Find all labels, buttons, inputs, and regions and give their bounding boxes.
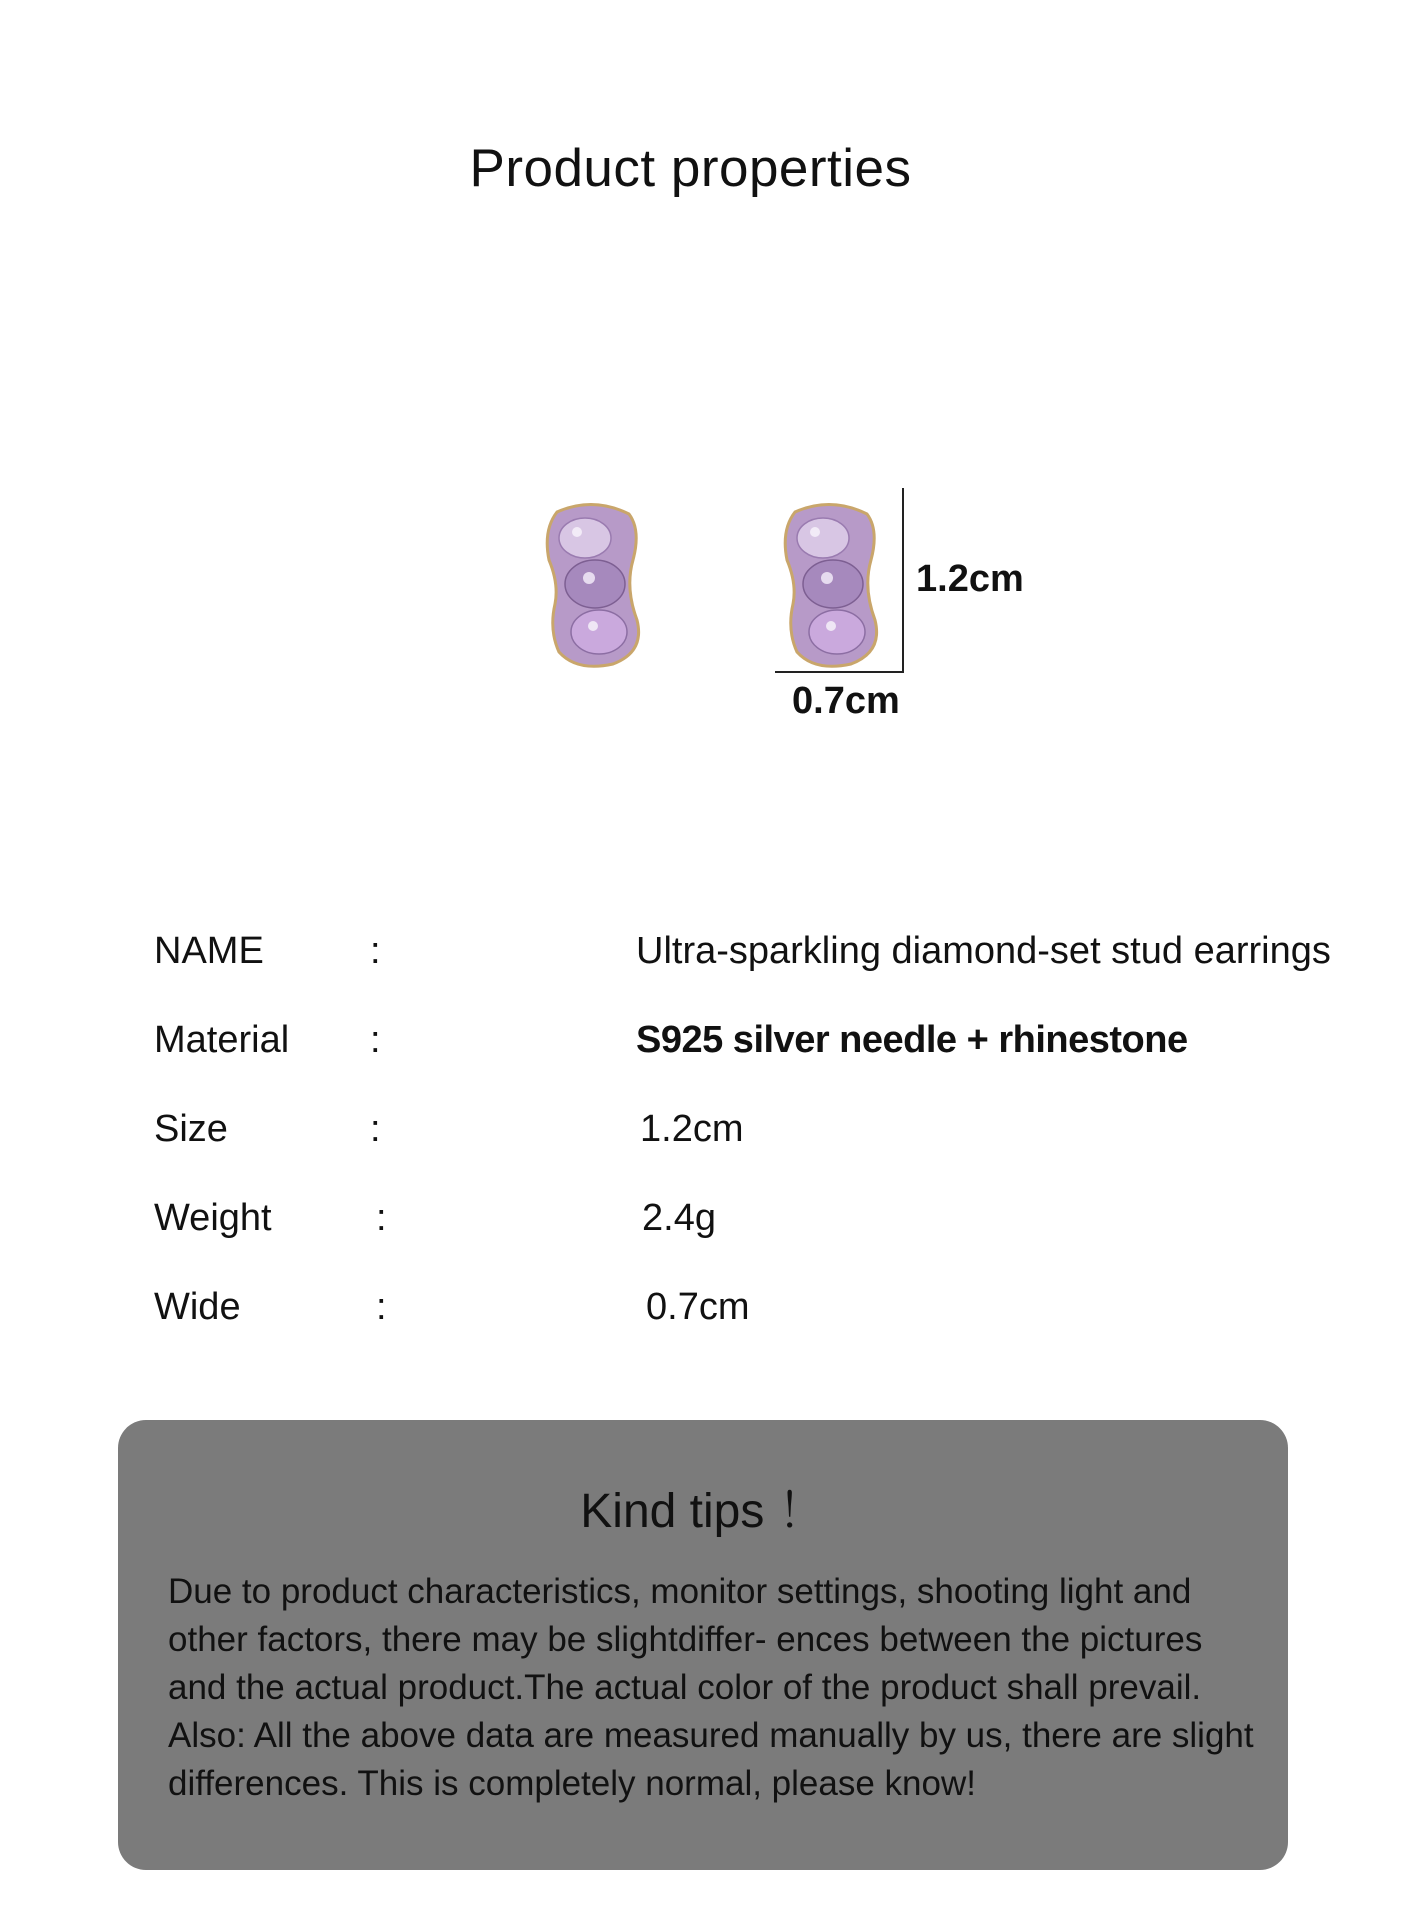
properties-table [154, 930, 1354, 1375]
product-figure [520, 480, 1040, 720]
property-row-material [154, 1019, 1354, 1108]
property-label: NAME [154, 930, 264, 972]
property-colon: : [376, 1286, 387, 1328]
property-row-size [154, 1108, 1354, 1197]
earring-right-icon [775, 500, 887, 670]
property-label: Wide [154, 1286, 241, 1328]
kind-tips-box [118, 1420, 1288, 1870]
height-dimension-label: 1.2cm [916, 558, 1024, 600]
property-value: 2.4g [642, 1197, 716, 1239]
property-colon: : [376, 1197, 387, 1239]
height-dimension-line [902, 488, 904, 672]
property-value: 0.7cm [646, 1286, 750, 1328]
kind-tips-text: Due to product characteristics, monitor settings, shooting light and other factors, there may be slightdiffer- ences between the pictures and the actual product.The actual color of the product shall prevail. Also: All the above data are measured manually by us, there are slight differences. This is completely normal, please know! [168, 1572, 1254, 1803]
property-value: 1.2cm [640, 1108, 744, 1150]
width-dimension-label: 0.7cm [792, 680, 900, 722]
property-label: Material [154, 1019, 290, 1061]
property-colon: : [370, 1108, 381, 1150]
property-value: S925 silver needle + rhinestone [636, 1019, 1188, 1061]
property-label: Weight [154, 1197, 272, 1239]
property-row-name [154, 930, 1354, 1019]
property-row-wide [154, 1286, 1354, 1375]
property-value: Ultra-sparkling diamond-set stud earrings [636, 930, 1331, 972]
kind-tips-title: Kind tips ！ [580, 1485, 826, 1538]
property-colon: : [370, 930, 381, 972]
width-dimension-line [775, 671, 904, 673]
earring-left-icon [537, 500, 649, 670]
property-colon: : [370, 1019, 381, 1061]
property-row-weight [154, 1197, 1354, 1286]
page-title: Product properties [469, 139, 912, 198]
property-label: Size [154, 1108, 228, 1150]
